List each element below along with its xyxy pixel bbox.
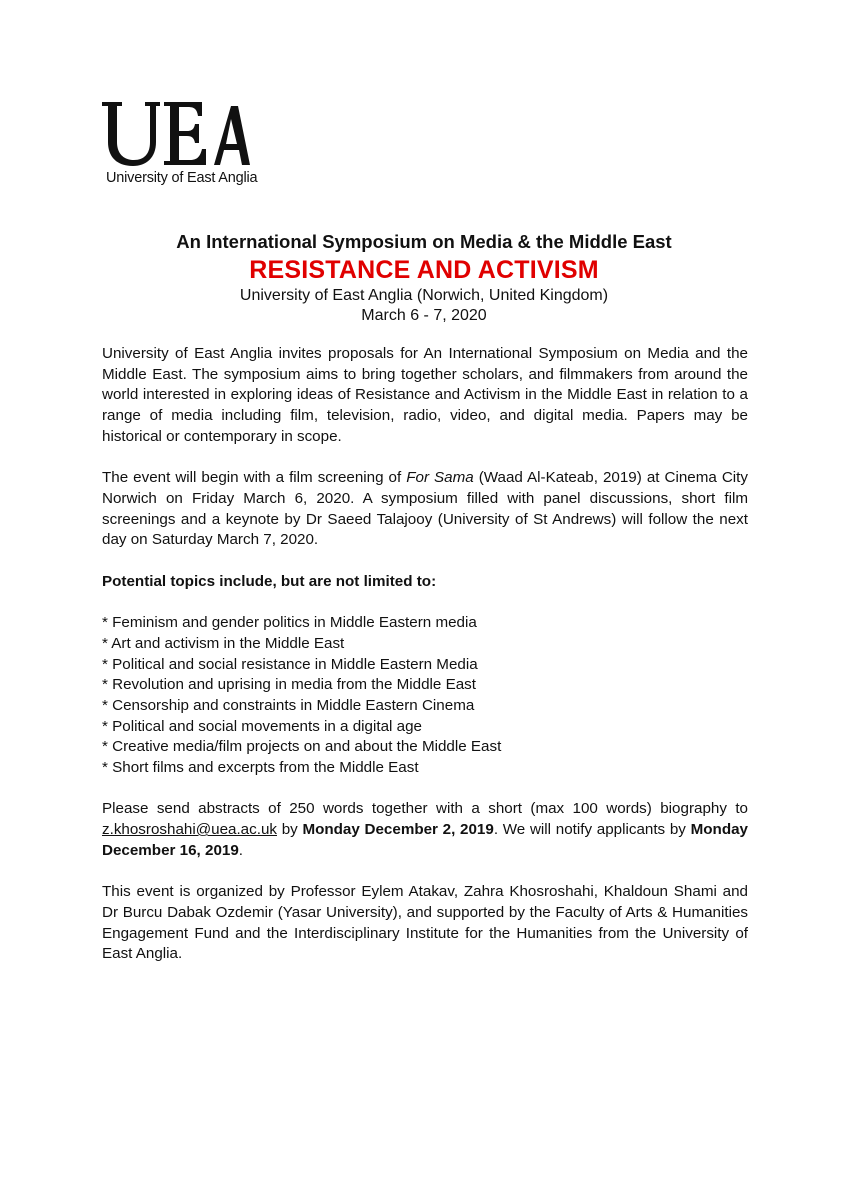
list-item: * Censorship and constraints in Middle Eastern Cinema <box>102 696 748 717</box>
symposium-kicker: An International Symposium on Media & the Middle East <box>176 231 672 252</box>
intro-paragraph: University of East Anglia invites proposals for An International Symposium on Media and the Middle East. The symposium aims to bring together scholars, and filmmakers from around the world interested in exploring ideas of Resistance and Activism in the Middle East in relation to a range of media including film, television, radio, video, and digital media. Papers may be historical or contemporary in scope. <box>102 345 748 445</box>
uea-wordmark-logo <box>100 102 250 172</box>
venue: University of East Anglia (Norwich, United Kingdom) <box>239 287 609 304</box>
list-item: * Creative media/film projects on and about the Middle East <box>102 737 748 758</box>
submission-text-1: Please send abstracts of 250 words together with a short (max 100 words) biography to <box>102 800 748 818</box>
submission-deadline: Monday December 2, 2019 <box>302 821 494 839</box>
topics-list <box>102 613 748 779</box>
header-block <box>0 230 848 326</box>
film-title: For Sama <box>406 469 474 487</box>
list-item: * Political and social movements in a digital age <box>102 717 748 738</box>
topics-heading: Potential topics include, but are not limited to: <box>102 572 437 590</box>
event-dates: March 6 - 7, 2020 <box>361 307 487 324</box>
event-paragraph <box>102 468 748 551</box>
event-text-after: (Waad Al-Kateab, 2019) at Cinema City Norwich on Friday March 6, 2020. A symposium filled with panel discussions, short film screenings and a keynote by Dr Saeed Talajooy (University of St Andrews) will follow the next day on Saturday March 7, 2020. <box>102 469 748 549</box>
submission-text-3: . We will notify applicants by <box>493 821 691 839</box>
list-item: * Short films and excerpts from the Middle East <box>102 758 748 779</box>
logo-caption: University of East Anglia <box>106 170 258 186</box>
list-item: * Political and social resistance in Middle Eastern Media <box>102 655 748 676</box>
submission-text-2: by <box>276 821 303 839</box>
body-text <box>102 344 748 986</box>
submission-text-4: . <box>238 841 244 859</box>
page-title: RESISTANCE AND ACTIVISM <box>249 256 599 284</box>
list-item: * Revolution and uprising in media from the Middle East <box>102 675 748 696</box>
organizers-paragraph: This event is organized by Professor Eylem Atakav, Zahra Khosroshahi, Khaldoun Shami and Dr Burcu Dabak Ozdemir (Yasar University), and supported by the Faculty of Arts & Humanities Engagement Fund and the Interdisciplinary Institute for the Humanities from the University of East Anglia. <box>102 883 748 963</box>
email-link[interactable]: z.khosroshahi@uea.ac.uk <box>102 821 277 839</box>
list-item: * Feminism and gender politics in Middle Eastern media <box>102 613 748 634</box>
notification-date: Monday December 16, 2019 <box>102 821 748 859</box>
event-text-before: The event will begin with a film screening of <box>102 469 407 487</box>
list-item: * Art and activism in the Middle East <box>102 634 748 655</box>
submission-paragraph <box>102 799 748 861</box>
